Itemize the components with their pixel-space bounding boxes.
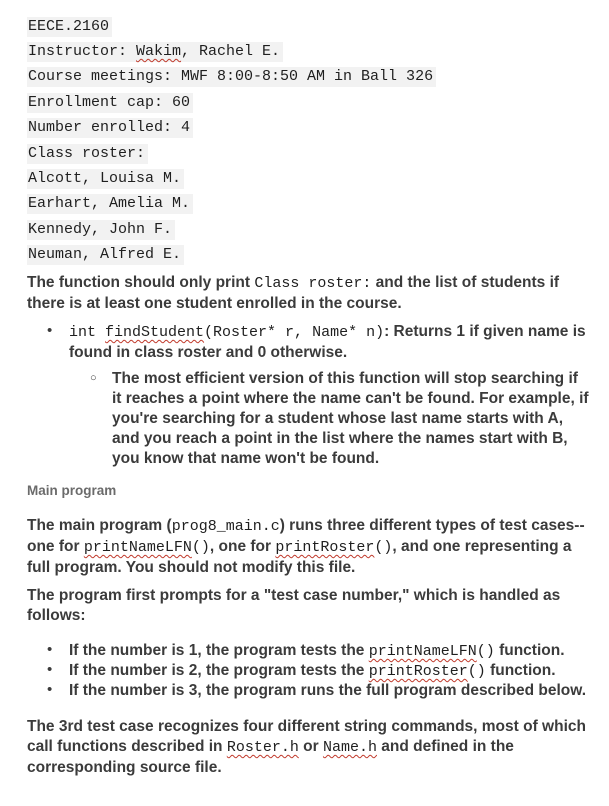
- inline-code: Class roster:: [254, 275, 372, 292]
- code-line-6: [27, 143, 148, 165]
- paragraph-roster-print: [27, 273, 592, 314]
- instructor-lastname: Wakim: [136, 43, 182, 60]
- filename: Roster.h: [226, 739, 299, 756]
- text: The function should only print: [27, 274, 255, 291]
- roster-entry: Alcott, Louisa M.: [27, 169, 184, 189]
- code-line-5: [27, 117, 193, 139]
- code-line-7: [27, 168, 184, 190]
- class-roster-label: Class roster:: [27, 144, 148, 164]
- code-line-10: [27, 244, 184, 266]
- text: : Returns 1 if given name is found in class roster and 0 otherwise.: [69, 323, 586, 361]
- course-code: EECE.2160: [27, 17, 112, 37]
- roster-entry: Kennedy, John F.: [27, 220, 175, 240]
- text: If the number is 2, the program tests the: [69, 662, 369, 679]
- code-line-1: [27, 16, 112, 38]
- text: , and one representing a full program. You should not modify this file.: [27, 538, 572, 576]
- bullet-dot: •: [47, 681, 53, 698]
- code-line-2: [27, 41, 283, 63]
- text: function.: [485, 662, 556, 679]
- text: or: [298, 738, 323, 755]
- list-item-efficiency-note: [112, 369, 590, 469]
- circle-bullet-icon: ○: [90, 372, 97, 384]
- text: If the number is 3, the program runs the full program described below.: [69, 682, 587, 699]
- list-item-findstudent: [69, 322, 589, 363]
- paragraph-main-program: [27, 516, 592, 578]
- inline-code: (): [191, 539, 210, 556]
- enrollment-cap: Enrollment cap: 60: [27, 93, 193, 113]
- function-name: printNameLFN: [83, 539, 192, 556]
- text: The main program (: [27, 517, 172, 534]
- code-line-9: [27, 219, 175, 241]
- code-line-3: [27, 66, 436, 88]
- text: and defined in the corresponding source file.: [27, 738, 514, 776]
- inline-code: (Roster* r, Name* n): [204, 324, 385, 341]
- paragraph-string-commands: [27, 717, 592, 778]
- text: and the list of students if there is at least one student enrolled in the course.: [27, 274, 560, 312]
- bullet-dot: •: [47, 322, 53, 339]
- roster-entry: Earhart, Amelia M.: [27, 194, 193, 214]
- text: ) runs three different types of test cases--one for: [27, 517, 585, 555]
- paragraph-test-case-prompt: [27, 586, 592, 626]
- text: If the number is 1, the program tests the: [69, 642, 369, 659]
- instructor-label: Instructor:: [28, 43, 137, 60]
- text: , one for: [209, 538, 276, 555]
- instructor-rest: , Rachel E.: [181, 43, 281, 60]
- number-enrolled: Number enrolled: 4: [27, 118, 193, 138]
- inline-code: int: [69, 324, 106, 341]
- inline-code: prog8_main.c: [171, 518, 280, 535]
- list-item-test-1: [69, 641, 565, 662]
- inline-code: (): [374, 539, 393, 556]
- filename: Name.h: [322, 739, 377, 756]
- code-line-8: [27, 193, 193, 215]
- function-name: findStudent: [105, 324, 205, 341]
- function-name: printRoster: [275, 539, 375, 556]
- text: The 3rd test case recognizes four different string commands, most of which call functions described in: [27, 718, 586, 755]
- inline-code: (): [476, 643, 495, 660]
- text: The most efficient version of this function will stop searching if it reaches a point where the name can't be found. For example, if you're searching for a student whose last name starts with A, and you reach a point in the list where the names start with B, you know that name won't be found.: [112, 370, 589, 467]
- text: function.: [494, 642, 565, 659]
- inline-code: (): [467, 663, 486, 680]
- list-item-test-2: [69, 661, 556, 682]
- bullet-dot: •: [47, 641, 53, 658]
- text: The program first prompts for a "test case number," which is handled as follows:: [27, 587, 561, 624]
- list-item-test-3: [69, 681, 586, 701]
- function-name: printNameLFN: [368, 643, 477, 660]
- code-line-4: [27, 92, 193, 114]
- roster-entry: Neuman, Alfred E.: [27, 245, 184, 265]
- course-meetings: Course meetings: MWF 8:00-8:50 AM in Ball 326: [27, 67, 436, 87]
- section-heading: Main program: [27, 483, 117, 498]
- bullet-dot: •: [47, 661, 53, 678]
- function-name: printRoster: [368, 663, 468, 680]
